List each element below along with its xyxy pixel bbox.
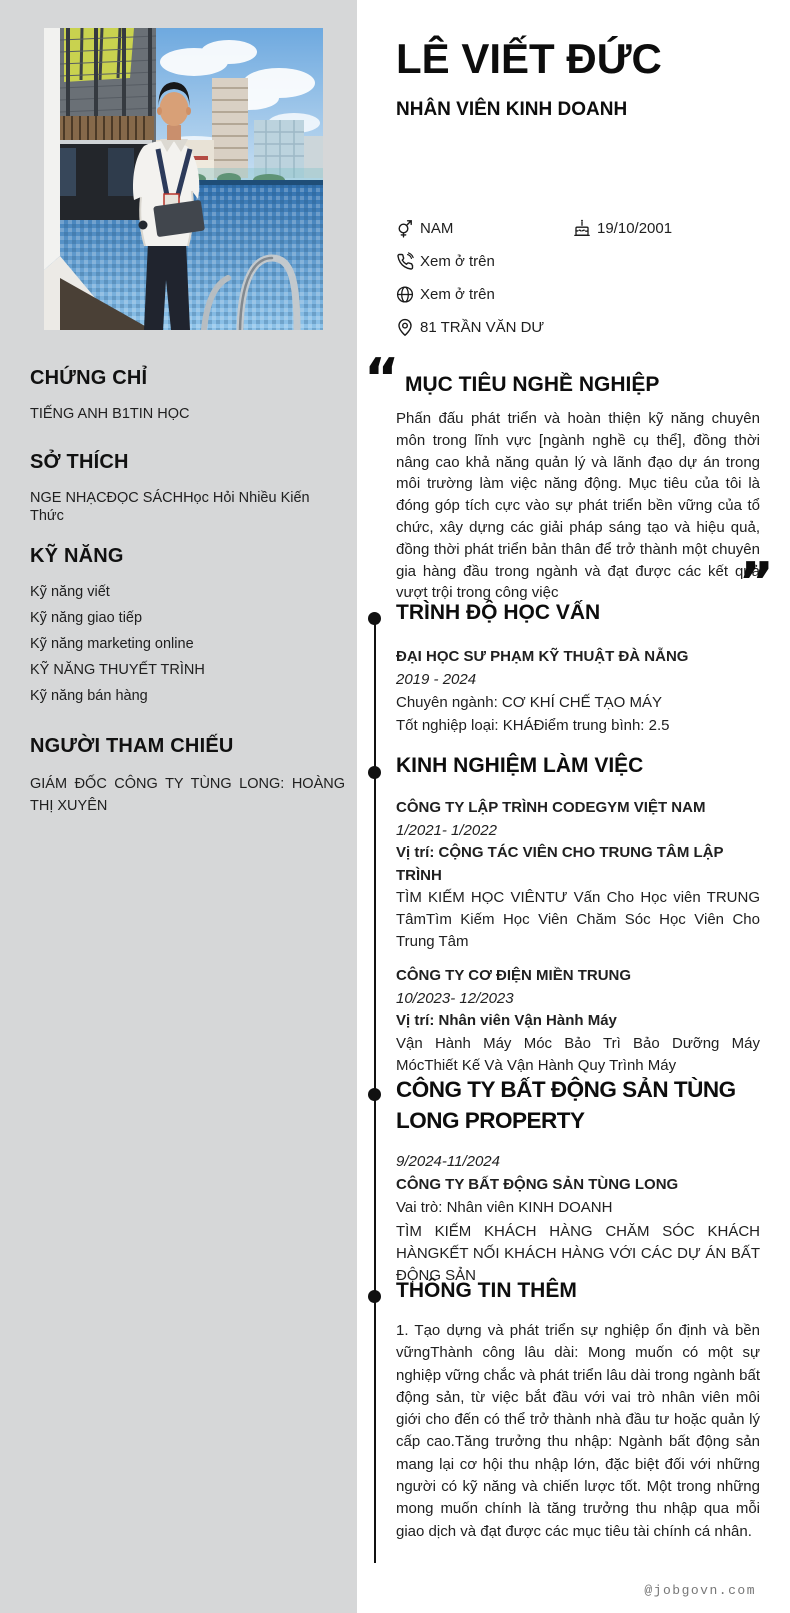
experience-job xyxy=(396,965,760,1076)
job-period: 10/2023- 12/2023 xyxy=(396,989,514,1007)
objective-title: MỤC TIÊU NGHỀ NGHIỆP xyxy=(405,373,660,396)
timeline-dot xyxy=(368,766,381,779)
experience-job xyxy=(396,797,760,952)
certificates-title: CHỨNG CHỈ xyxy=(30,367,148,389)
profile-photo xyxy=(44,28,323,330)
job-description: TÌM KIẾM HỌC VIÊNTƯ Vấn Cho Học viên TRUNG TâmTìm Kiếm Học Viên Chăm Sóc Học Viên Cho Trung Tâm xyxy=(396,889,760,950)
additional-title: THÔNG TIN THÊM xyxy=(396,1279,577,1302)
phone-icon xyxy=(396,252,414,271)
tung-long-company: CÔNG TY BẤT ĐỘNG SẢN TÙNG LONG xyxy=(396,1176,679,1193)
contact-address xyxy=(396,318,544,337)
job-position: Vị trí: CỘNG TÁC VIÊN CHO TRUNG TÂM LẬP TRÌNH xyxy=(396,844,724,884)
job-title: NHÂN VIÊN KINH DOANH xyxy=(396,99,628,120)
main-column xyxy=(357,0,790,1613)
education-result: Tốt nghiệp loại: KHÁĐiểm trung bình: 2.5 xyxy=(396,717,670,734)
gender-icon xyxy=(396,219,414,238)
sidebar-content xyxy=(30,366,345,825)
contact-website xyxy=(396,285,495,304)
tung-long-period: 9/2024-11/2024 xyxy=(396,1153,500,1170)
job-company: CÔNG TY LẬP TRÌNH CODEGYM VIỆT NAM xyxy=(396,799,706,816)
education-major: Chuyên ngành: CƠ KHÍ CHẾ TẠO MÁY xyxy=(396,694,663,711)
certificate-item: TIẾNG ANH B1TIN HỌC xyxy=(30,406,190,422)
contact-row xyxy=(396,212,770,245)
birthday-value: 19/10/2001 xyxy=(597,220,673,237)
education-school: ĐẠI HỌC SƯ PHẠM KỸ THUẬT ĐÀ NẴNG xyxy=(396,648,689,665)
contact-row xyxy=(396,245,770,278)
quote-close-icon: ” xyxy=(738,551,774,614)
education-title: TRÌNH ĐỘ HỌC VẤN xyxy=(396,601,601,624)
section-experience xyxy=(396,753,760,1076)
timeline-dot xyxy=(368,612,381,625)
skills-title: KỸ NĂNG xyxy=(30,545,124,567)
tung-long-description: TÌM KIẾM KHÁCH HÀNG CHĂM SÓC KHÁCH HÀNGKẾT NỐI KHÁCH HÀNG VỚI CÁC DỰ ÁN BẤT ĐỘNG SẢN xyxy=(396,1223,760,1284)
job-position: Vị trí: Nhân viên Vận Hành Máy xyxy=(396,1012,617,1030)
timeline-dot xyxy=(368,1290,381,1303)
reference-item: GIÁM ĐỐC CÔNG TY TÙNG LONG: HOÀNG THỊ XUYÊN xyxy=(30,776,345,814)
contact-phone xyxy=(396,252,495,271)
job-period: 1/2021- 1/2022 xyxy=(396,821,497,839)
contact-row xyxy=(396,278,770,311)
contact-birthday xyxy=(573,219,672,238)
job-company: CÔNG TY CƠ ĐIỆN MIỀN TRUNG xyxy=(396,967,632,985)
quote-open-icon: “ xyxy=(364,347,400,410)
additional-text: 1. Tạo dựng và phát triển sự nghiệp ổn định và bền vữngThành công lâu dài: Mong muốn có một sự nghiệp vững chắc và phát triển lâu dài trong ngành bất động sản, từ việc bắt đầu với vai trò nhân viên môi giới cho đến có thể trở thành nhà đầu tư hoặc quản lý cấp cao.Tăng trưởng thu nhập: Ngành bất động sản mang lại cơ hội thu nhập lớn, đặc biệt đối với những người có kỹ năng và chiến lược tốt. Một trong những mong muốn chính là tăng trưởng thu nhập qua mỗi giao dịch và đạt được các mục tiêu tài chính cá nhân. xyxy=(396,1322,760,1540)
hobbies-title: SỞ THÍCH xyxy=(30,451,129,473)
section-tung-long xyxy=(396,1074,760,1286)
references-title: NGƯỜI THAM CHIẾU xyxy=(30,735,234,757)
gender-value: NAM xyxy=(420,220,454,237)
address-value: 81 TRẦN VĂN DƯ xyxy=(420,319,545,336)
skill-item: Kỹ năng giao tiếp xyxy=(30,610,143,626)
timeline-dot xyxy=(368,1088,381,1101)
contact-gender xyxy=(396,219,453,238)
profile-photo-illustration xyxy=(44,28,323,330)
globe-icon xyxy=(396,285,414,304)
section-additional xyxy=(396,1278,760,1543)
phone-value: Xem ở trên xyxy=(420,253,495,270)
candidate-name: LÊ VIẾT ĐỨC xyxy=(396,35,662,82)
job-description: Vận Hành Máy Móc Bảo Trì Bảo Dưỡng Máy MócThiết Kế Và Vận Hành Quy Trình Máy xyxy=(396,1034,760,1074)
sidebar xyxy=(0,0,357,1613)
contact-row xyxy=(396,311,770,344)
birthday-cake-icon xyxy=(573,219,591,238)
section-education xyxy=(396,600,760,737)
skill-item: Kỹ năng marketing online xyxy=(30,636,194,652)
contact-block xyxy=(396,212,770,344)
education-period: 2019 - 2024 xyxy=(396,671,477,688)
skill-item: Kỹ năng viết xyxy=(30,584,110,600)
watermark: @jobgovn.com xyxy=(644,1583,756,1598)
hobby-item: NGE NHẠCĐỌC SÁCHHọc Hỏi Nhiều Kiến Thức xyxy=(30,490,310,524)
skill-item: Kỹ năng bán hàng xyxy=(30,688,148,704)
location-pin-icon xyxy=(396,318,414,337)
objective-text: Phấn đấu phát triển và hoàn thiện kỹ năng chuyên môn trong lĩnh vực [ngành nghề cụ thể], đồng thời nâng cao khả năng quản lý và lãnh đạo dự án trong môi trường làm việc năng động. Mục tiêu của tôi là đóng góp tích cực vào sự phát triển bền vững của tổ chức, xây dựng các giải pháp sáng tạo và hiệu quả, đồng thời phát triển bản thân để trở thành một chuyên gia hàng đầu trong ngành và đạt được các kết quả vượt trội trong công việc xyxy=(396,410,760,602)
tung-long-title: CÔNG TY BẤT ĐỘNG SẢN TÙNG LONG PROPERTY xyxy=(396,1077,736,1133)
experience-title: KINH NGHIỆM LÀM VIỆC xyxy=(396,754,644,777)
website-value: Xem ở trên xyxy=(420,286,495,303)
tung-long-role: Vai trò: Nhân viên KINH DOANH xyxy=(396,1199,613,1216)
skill-item: KỸ NĂNG THUYẾT TRÌNH xyxy=(30,662,205,678)
